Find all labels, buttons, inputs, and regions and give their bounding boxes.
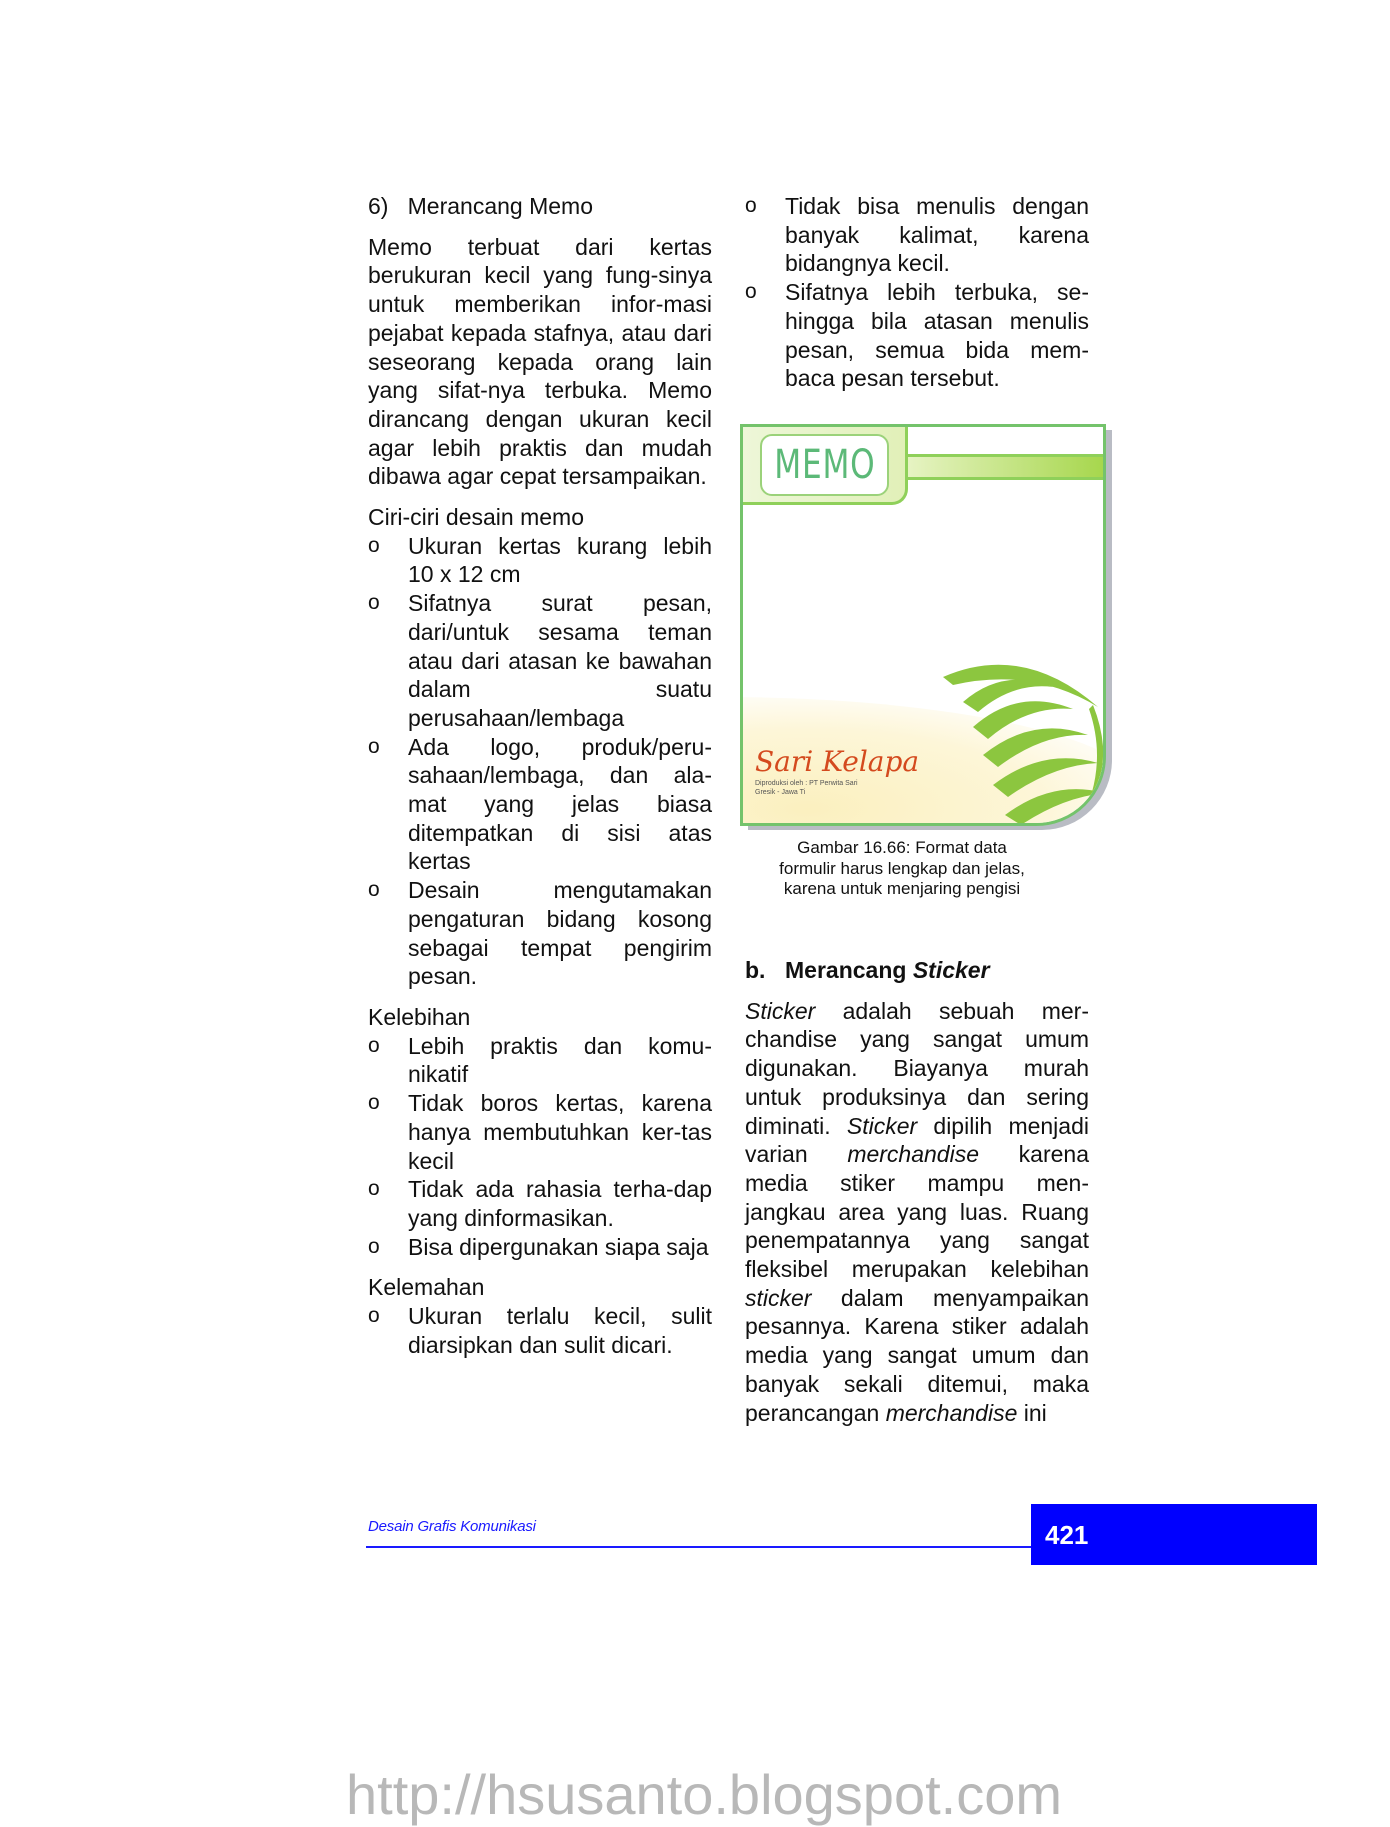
bullet-icon: o <box>368 533 380 557</box>
right-column-bottom <box>745 956 1089 1427</box>
section-heading-sticker: b. Merancang Sticker <box>745 957 990 983</box>
list-item: o Tidak bisa menulis dengan banyak kalimat, karena bidangnya kecil. <box>745 193 1089 277</box>
page-number: 421 <box>1045 1520 1089 1550</box>
bullet-icon: o <box>745 194 757 217</box>
figure-caption: Gambar 16.66: Format data formulir harus lengkap dan jelas, karena untuk menjaring pengisi <box>779 838 1025 898</box>
list-item: o Tidak boros kertas, karena hanya membutuhkan ker-tas kecil <box>368 1090 712 1174</box>
ciri-label: Ciri-ciri desain memo <box>368 504 584 531</box>
bullet-icon: o <box>368 1234 380 1258</box>
footer-rule <box>366 1546 1032 1548</box>
list-item: o Sifatnya lebih terbuka, se-hingga bila atasan menulis pesan, semua bida mem-baca pesan tersebut. <box>745 279 1089 392</box>
list-item: o Desain mengutamakan pengaturan bidang kosong sebagai tempat pengirim pesan. <box>368 877 712 990</box>
list-item: o Sifatnya surat pesan, dari/untuk sesama teman atau dari atasan ke bawahan dalam suatu perusahaan/lembaga <box>368 590 712 731</box>
bullet-icon: o <box>368 1177 380 1201</box>
right-column-top <box>745 192 1089 393</box>
bullet-icon: o <box>368 1033 380 1057</box>
kelebihan-label: Kelebihan <box>368 1003 471 1030</box>
kelemahan-label: Kelemahan <box>368 1274 485 1301</box>
list-item: o Ada logo, produk/peru-sahaan/lembaga, dan ala-mat yang jelas biasa ditempatkan di sisi atas kertas <box>368 733 712 875</box>
memo-label-box <box>760 434 889 496</box>
palm-leaf-icon <box>933 647 1106 826</box>
kelebihan-list <box>368 1032 712 1262</box>
memo-intro-paragraph: Memo terbuat dari kertas berukuran kecil yang fung-sinya untuk memberikan infor-masi pejabat kepada stafnya, atau dari seseorang kepada orang lain yang sifat-nya terbuka. Memo dirancang dengan ukuran kecil agar lebih praktis dan mudah dibawa agar cepat tersampaikan. <box>368 233 712 490</box>
kelemahan-list-continued <box>745 192 1089 393</box>
section-heading-memo: 6) Merancang Memo <box>368 193 593 219</box>
bullet-icon: o <box>368 734 380 758</box>
memo-label: MEMO <box>773 442 876 488</box>
ciri-list <box>368 532 712 991</box>
kelemahan-list <box>368 1302 712 1359</box>
memo-brand-logo: Sari Kelapa <box>755 745 920 778</box>
memo-header-tab <box>740 424 908 505</box>
footer-book-title: Desain Grafis Komunikasi <box>368 1518 536 1535</box>
watermark-url: http://hsusanto.blogspot.com <box>346 1763 1062 1826</box>
memo-producer-text: Diproduksi oleh : PT Perwita Sari Gresik - Jawa Ti <box>755 780 858 796</box>
list-item: o Lebih praktis dan komu-nikatif <box>368 1032 712 1088</box>
memo-header-bar <box>903 454 1106 480</box>
memo-card <box>740 424 1106 826</box>
memo-figure <box>738 420 1114 832</box>
list-item: o Ukuran kertas kurang lebih 10 x 12 cm <box>368 532 712 588</box>
list-item: o Ukuran terlalu kecil, sulit diarsipkan dan sulit dicari. <box>368 1303 712 1358</box>
sticker-paragraph: Sticker adalah sebuah mer-chandise yang sangat umum digunakan. Biayanya murah untuk produksinya dan sering diminati. Sticker dipilih menjadi varian merchandise karena media stiker mampu men-jangkau area yang luas. Ruang penempatannya yang sangat fleksibel merupakan kelebihan sticker dalam menyampaikan pesannya. Karena stiker adalah media yang sangat umum dan banyak sekali ditemui, maka perancangan merchandise ini <box>745 997 1089 1426</box>
bullet-icon: o <box>745 280 757 304</box>
left-column <box>368 192 712 1359</box>
bullet-icon: o <box>368 1091 380 1115</box>
list-item: o Tidak ada rahasia terha-dap yang dinformasikan. <box>368 1176 712 1231</box>
page-number-box <box>1031 1504 1317 1565</box>
list-item: o Bisa dipergunakan siapa saja <box>368 1233 709 1260</box>
bullet-icon: o <box>368 878 380 902</box>
bullet-icon: o <box>368 1304 380 1328</box>
bullet-icon: o <box>368 591 380 615</box>
